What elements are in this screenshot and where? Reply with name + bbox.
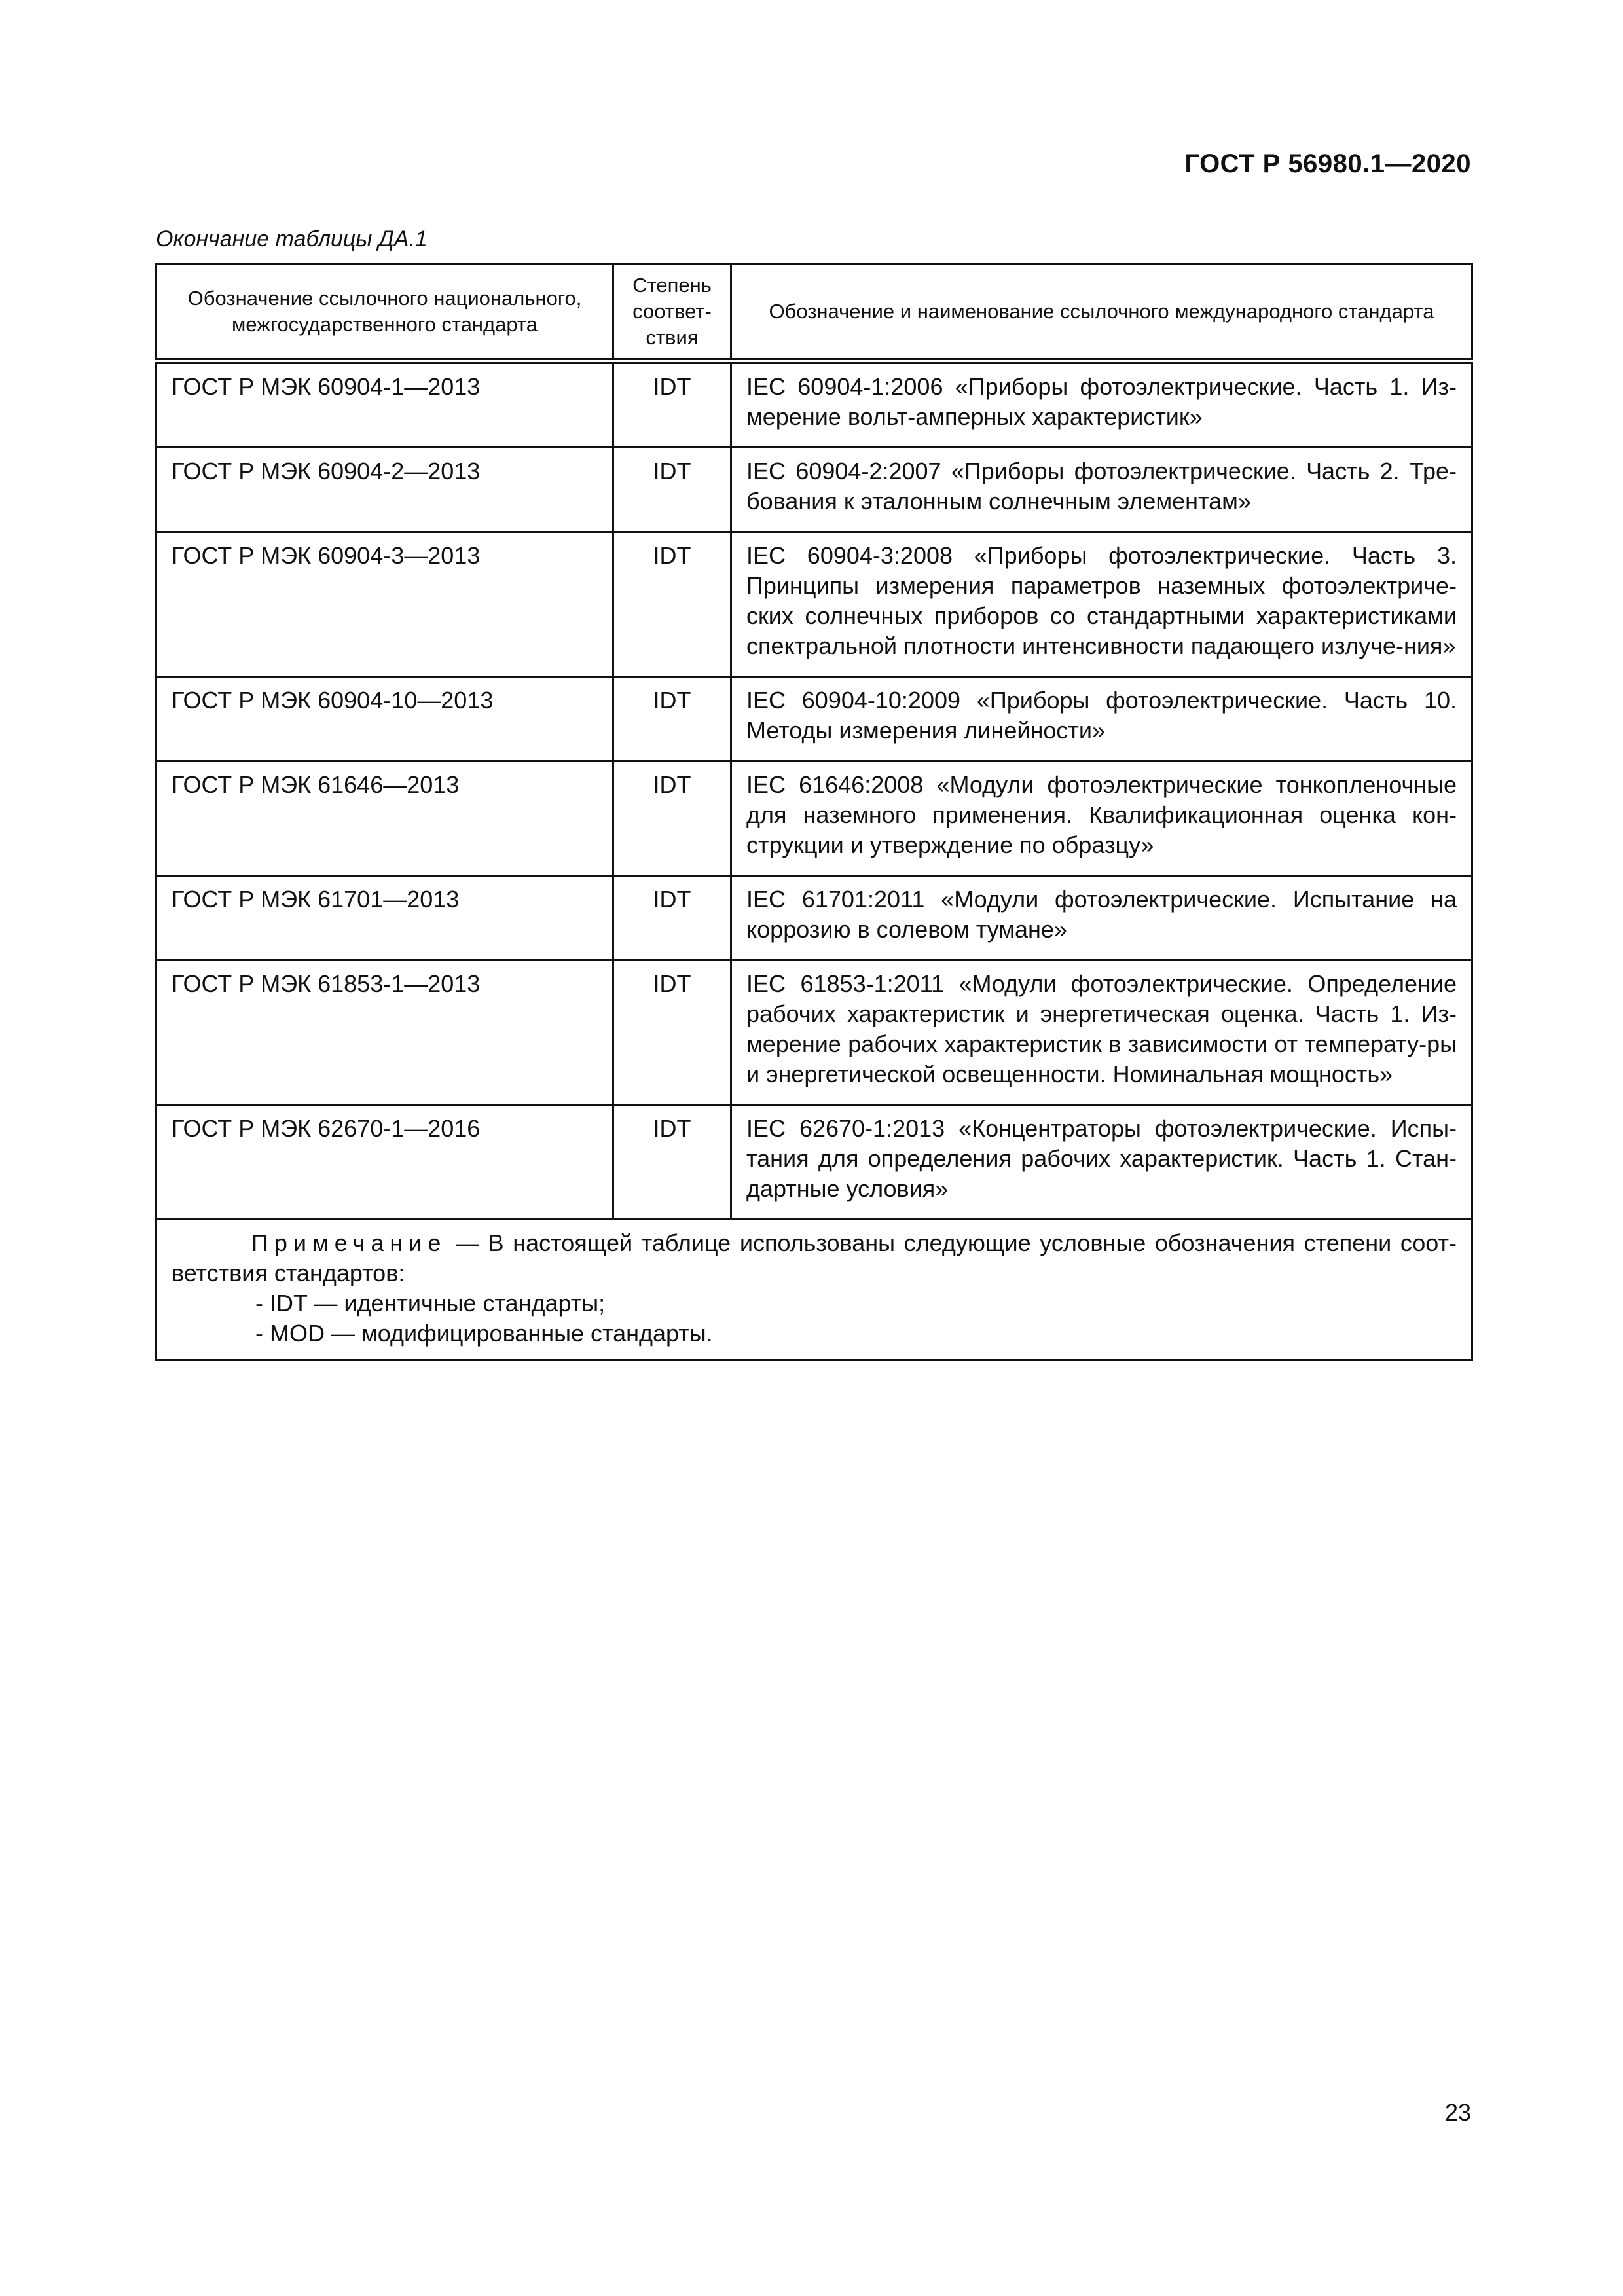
national-standard-cell: ГОСТ Р МЭК 60904-3—2013: [156, 532, 613, 677]
header-degree-of-correspondence: Степень соответ-ствия: [613, 264, 731, 361]
table-caption: Окончание таблицы ДА.1: [156, 227, 428, 251]
table-body: [156, 361, 1472, 1220]
degree-cell: IDT: [613, 532, 731, 677]
degree-cell: IDT: [613, 1105, 731, 1220]
international-standard-cell: IEC 61701:2011 «Модули фотоэлектрические. Испытание на коррозию в солевом тумане»: [731, 876, 1472, 960]
degree-cell: IDT: [613, 960, 731, 1105]
table-row: [156, 960, 1472, 1105]
table-row: [156, 876, 1472, 960]
international-standard-cell: IEC 60904-10:2009 «Приборы фотоэлектрические. Часть 10. Методы измерения линейности»: [731, 677, 1472, 761]
national-standard-cell: ГОСТ Р МЭК 61646—2013: [156, 761, 613, 876]
table-row: [156, 1105, 1472, 1220]
note-item-mod: - MOD — модифицированные стандарты.: [255, 1320, 713, 1347]
table-note: [156, 1220, 1472, 1360]
international-standard-cell: IEC 61853-1:2011 «Модули фотоэлектрические. Определение рабочих характеристик и энергетическая оценка. Часть 1. Из-мерение рабочих характеристик в зависимости от температу-ры и энергетической освещенности. Номинальная мощность»: [731, 960, 1472, 1105]
note-text: — В настоящей таблице использованы следующие условные обозначения степени соот-ветствия стандартов:: [172, 1230, 1457, 1286]
international-standard-cell: IEC 61646:2008 «Модули фотоэлектрические тонкопленочные для наземного применения. Квалификационная оценка кон-струкции и утверждение по образцу»: [731, 761, 1472, 876]
standards-table: [155, 263, 1473, 1361]
national-standard-cell: ГОСТ Р МЭК 60904-2—2013: [156, 448, 613, 532]
national-standard-cell: ГОСТ Р МЭК 61853-1—2013: [156, 960, 613, 1105]
document-designation: ГОСТ Р 56980.1—2020: [1184, 149, 1471, 178]
international-standard-cell: IEC 62670-1:2013 «Концентраторы фотоэлектрические. Испы-тания для определения рабочих характеристик. Часть 1. Стан-дартные условия»: [731, 1105, 1472, 1220]
degree-cell: IDT: [613, 448, 731, 532]
table-row: [156, 361, 1472, 448]
page-number: 23: [1444, 2099, 1471, 2126]
international-standard-cell: IEC 60904-1:2006 «Приборы фотоэлектрические. Часть 1. Из-мерение вольт-амперных характеристик»: [731, 361, 1472, 448]
table-row: [156, 532, 1472, 677]
national-standard-cell: ГОСТ Р МЭК 61701—2013: [156, 876, 613, 960]
table-row: [156, 761, 1472, 876]
note-item-idt: - IDT — идентичные стандарты;: [255, 1290, 606, 1317]
degree-cell: IDT: [613, 876, 731, 960]
national-standard-cell: ГОСТ Р МЭК 60904-10—2013: [156, 677, 613, 761]
degree-cell: IDT: [613, 761, 731, 876]
note-label: Примечание: [251, 1230, 447, 1256]
national-standard-cell: ГОСТ Р МЭК 60904-1—2013: [156, 361, 613, 448]
degree-cell: IDT: [613, 677, 731, 761]
international-standard-cell: IEC 60904-3:2008 «Приборы фотоэлектрические. Часть 3. Принципы измерения параметров наземных фотоэлектриче-ских солнечных приборов со стандартными характеристиками спектральной плотности интенсивности падающего излуче-ния»: [731, 532, 1472, 677]
table-row: [156, 448, 1472, 532]
table-note-row: [156, 1220, 1472, 1360]
table-row: [156, 677, 1472, 761]
header-international-standard: Обозначение и наименование ссылочного международного стандарта: [731, 264, 1472, 361]
note-paragraph: [172, 1228, 1457, 1288]
international-standard-cell: IEC 60904-2:2007 «Приборы фотоэлектрические. Часть 2. Тре-бования к эталонным солнечным элементам»: [731, 448, 1472, 532]
table-header: [156, 264, 1472, 361]
header-national-standard: Обозначение ссылочного национального, межгосударственного стандарта: [156, 264, 613, 361]
national-standard-cell: ГОСТ Р МЭК 62670-1—2016: [156, 1105, 613, 1220]
degree-cell: IDT: [613, 361, 731, 448]
